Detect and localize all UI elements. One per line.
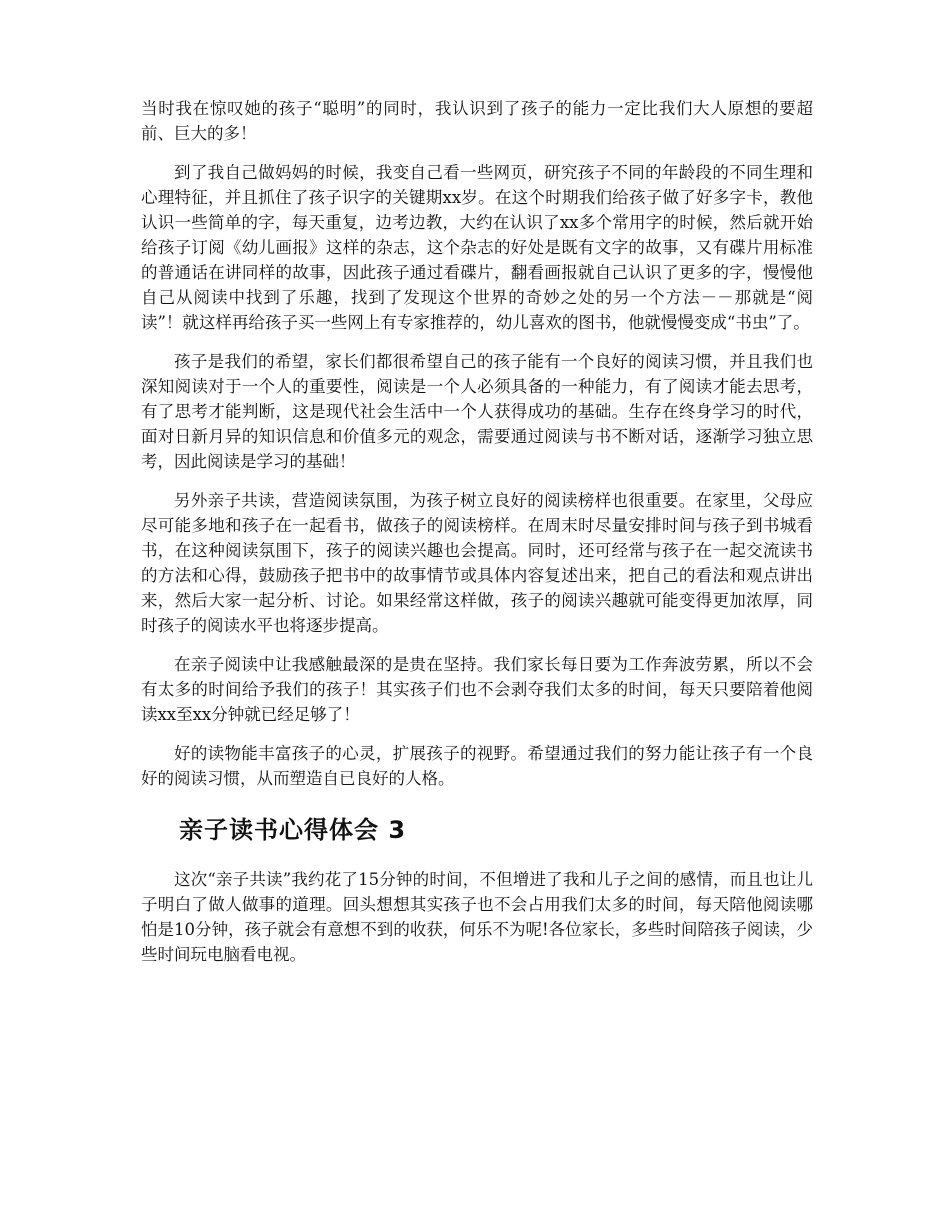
paragraph-2: 到了我自己做妈妈的时候，我变自己看一些网页，研究孩子不同的年龄段的不同生理和心理特征，并且抓住了孩子识字的关键期xx岁。在这个时期我们给孩子做了好多字卡，教他认识一些简单的字，每天重复，边考边教，大约在认识了xx多个常用字的时候，然后就开始给孩子订阅《幼儿画报》这样的杂志，这个杂志的好处是既有文字的故事，又有碟片用标准的普通话在讲同样的故事，因此孩子通过看碟片，翻看画报就自己认识了更多的字，慢慢他自己从阅读中找到了乐趣，找到了发现这个世界的奇妙之处的另一个方法－－那就是“阅读”！就这样再给孩子买一些网上有专家推荐的，幼儿喜欢的图书，他就慢慢变成“书虫”了。 — [141, 163, 813, 332]
paragraph-3: 孩子是我们的希望，家长们都很希望自己的孩子能有一个良好的阅读习惯，并且我们也深知阅读对于一个人的重要性，阅读是一个人必须具备的一种能力，有了阅读才能去思考，有了思考才能判断，这是现代社会生活中一个人获得成功的基础。生存在终身学习的时代，面对日新月异的知识信息和价值多元的观念，需要通过阅读与书不断对话，逐渐学习独立思考，因此阅读是学习的基础！ — [141, 352, 813, 471]
paragraph-6: 好的读物能丰富孩子的心灵，扩展孩子的视野。希望通过我们的努力能让孩子有一个良好的阅读习惯，从而塑造自已良好的人格。 — [141, 744, 813, 788]
paragraph-5: 在亲子阅读中让我感触最深的是贵在坚持。我们家长每日要为工作奔波劳累，所以不会有太多的时间给予我们的孩子！其实孩子们也不会剥夺我们太多的时间，每天只要陪着他阅读xx至xx分钟就已经足够了！ — [141, 655, 813, 724]
paragraph-1: 当时我在惊叹她的孩子“聪明”的同时，我认识到了孩子的能力一定比我们大人原想的要超前、巨大的多！ — [141, 99, 813, 143]
section-heading: 亲子读书心得体会 3 — [179, 816, 407, 844]
document-page — [141, 96, 813, 967]
paragraph-7: 这次“亲子共读”我约花了15分钟的时间，不但增进了我和儿子之间的感情，而且也让儿子明白了做人做事的道理。回头想想其实孩子也不会占用我们太多的时间，每天陪他阅读哪怕是10分钟，孩子就会有意想不到的收获，何乐不为呢!各位家长，多些时间陪孩子阅读，少些时间玩电脑看电视。 — [141, 870, 813, 964]
paragraph-4: 另外亲子共读，营造阅读氛围，为孩子树立良好的阅读榜样也很重要。在家里，父母应尽可能多地和孩子在一起看书，做孩子的阅读榜样。在周末时尽量安排时间与孩子到书城看书，在这种阅读氛围下，孩子的阅读兴趣也会提高。同时，还可经常与孩子在一起交流读书的方法和心得，鼓励孩子把书中的故事情节或具体内容复述出来，把自己的看法和观点讲出来，然后大家一起分析、讨论。如果经常这样做，孩子的阅读兴趣就可能变得更加浓厚，同时孩子的阅读水平也将逐步提高。 — [141, 491, 813, 635]
